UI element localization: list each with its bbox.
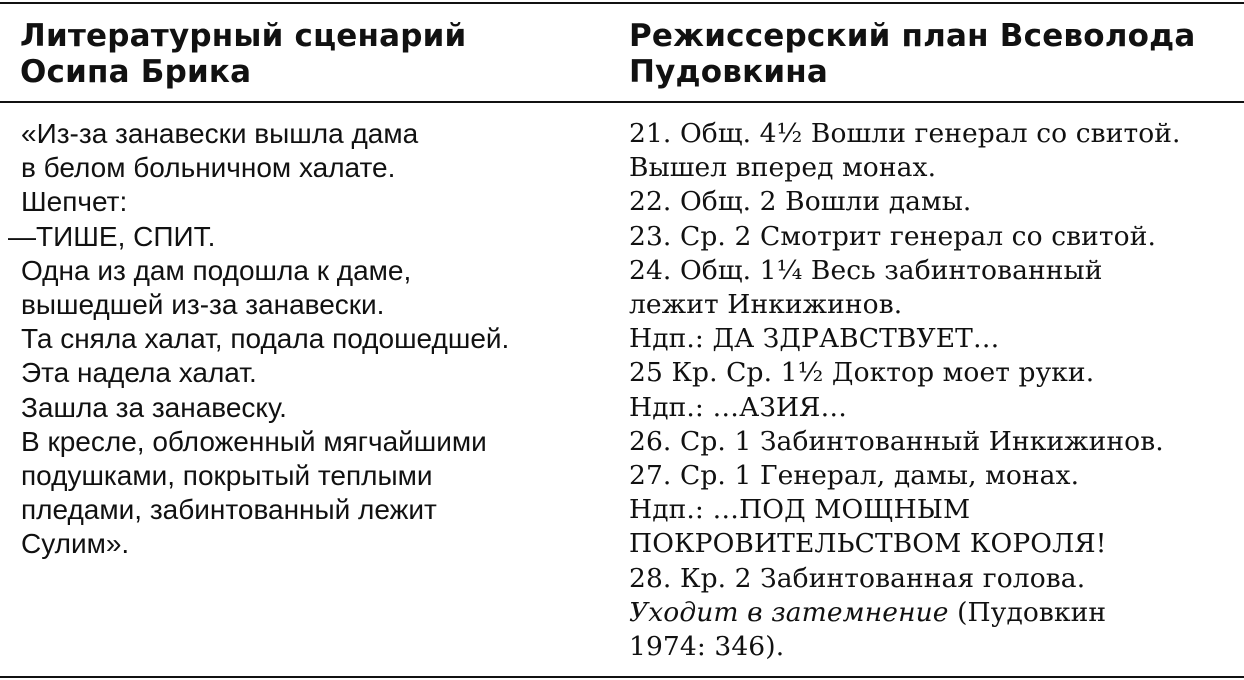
intertitle-line: Ндп.: …АЗИЯ…	[629, 391, 848, 423]
text-line: подушками, покрытый теплыми	[21, 460, 433, 492]
citation-line: 1974: 346).	[629, 631, 785, 663]
citation-line	[629, 596, 1241, 630]
text-line: пледами, забинтованный лежит	[21, 494, 437, 526]
header-line: Литературный сценарий	[20, 18, 467, 54]
shot-line: 28. Кр. 2 Забинтованная голова.	[629, 562, 1086, 594]
table-bottom-rule	[0, 676, 1244, 678]
shot-line: лежит Инкижинов.	[629, 289, 903, 321]
text-line: «Из-за занавески вышла дама	[21, 118, 419, 149]
shot-line: 23. Ср. 2 Смотрит генерал со свитой.	[629, 220, 1157, 252]
header-rule	[0, 101, 1244, 103]
column-header-director-plan	[629, 18, 1239, 90]
text-line: Сулим».	[21, 528, 130, 560]
shot-line: 24. Общ. 1¼ Весь забинтованный	[629, 254, 1103, 286]
shot-line: Вышел вперед монах.	[629, 152, 937, 184]
literary-script-column	[0, 117, 610, 562]
header-line: Режиссерский план Всеволода	[629, 18, 1196, 54]
text-line: в белом больничном халате.	[21, 152, 396, 184]
text-line: Эта надела халат.	[21, 357, 257, 389]
citation-text: (Пудовкин	[948, 596, 1107, 628]
italic-note: Уходит в затемнение	[629, 596, 949, 628]
table-top-rule	[0, 2, 1244, 4]
text-line: —ТИШЕ, СПИТ.	[8, 220, 216, 252]
intertitle-line: ПОКРОВИТЕЛЬСТВОМ КОРОЛЯ!	[629, 528, 1107, 560]
text-line: вышедшей из-за занавески.	[21, 289, 385, 321]
column-header-literary-script	[20, 18, 610, 90]
header-line: Пудовкина	[629, 54, 829, 90]
text-line: Та сняла халат, подала подошедшей.	[21, 323, 510, 355]
header-line: Осипа Брика	[20, 54, 252, 90]
text-line: В кресле, обложенный мягчайшими	[21, 425, 487, 457]
director-plan-column	[629, 117, 1241, 664]
shot-line: 27. Ср. 1 Генерал, дамы, монах.	[629, 460, 1080, 492]
text-line: Шепчет:	[21, 186, 128, 218]
shot-line: 22. Общ. 2 Вошли дамы.	[629, 186, 972, 218]
shot-line: 25 Кр. Ср. 1½ Доктор моет руки.	[629, 357, 1095, 389]
shot-line: 21. Общ. 4½ Вошли генерал со свитой.	[629, 118, 1181, 149]
intertitle-line: Ндп.: ДА ЗДРАВСТВУЕТ…	[629, 323, 1000, 355]
intertitle-line: Ндп.: …ПОД МОЩНЫМ	[629, 494, 971, 526]
shot-line: 26. Ср. 1 Забинтованный Инкижинов.	[629, 425, 1164, 457]
text-line: Зашла за занавеску.	[21, 391, 287, 423]
text-line: Одна из дам подошла к даме,	[21, 254, 412, 286]
